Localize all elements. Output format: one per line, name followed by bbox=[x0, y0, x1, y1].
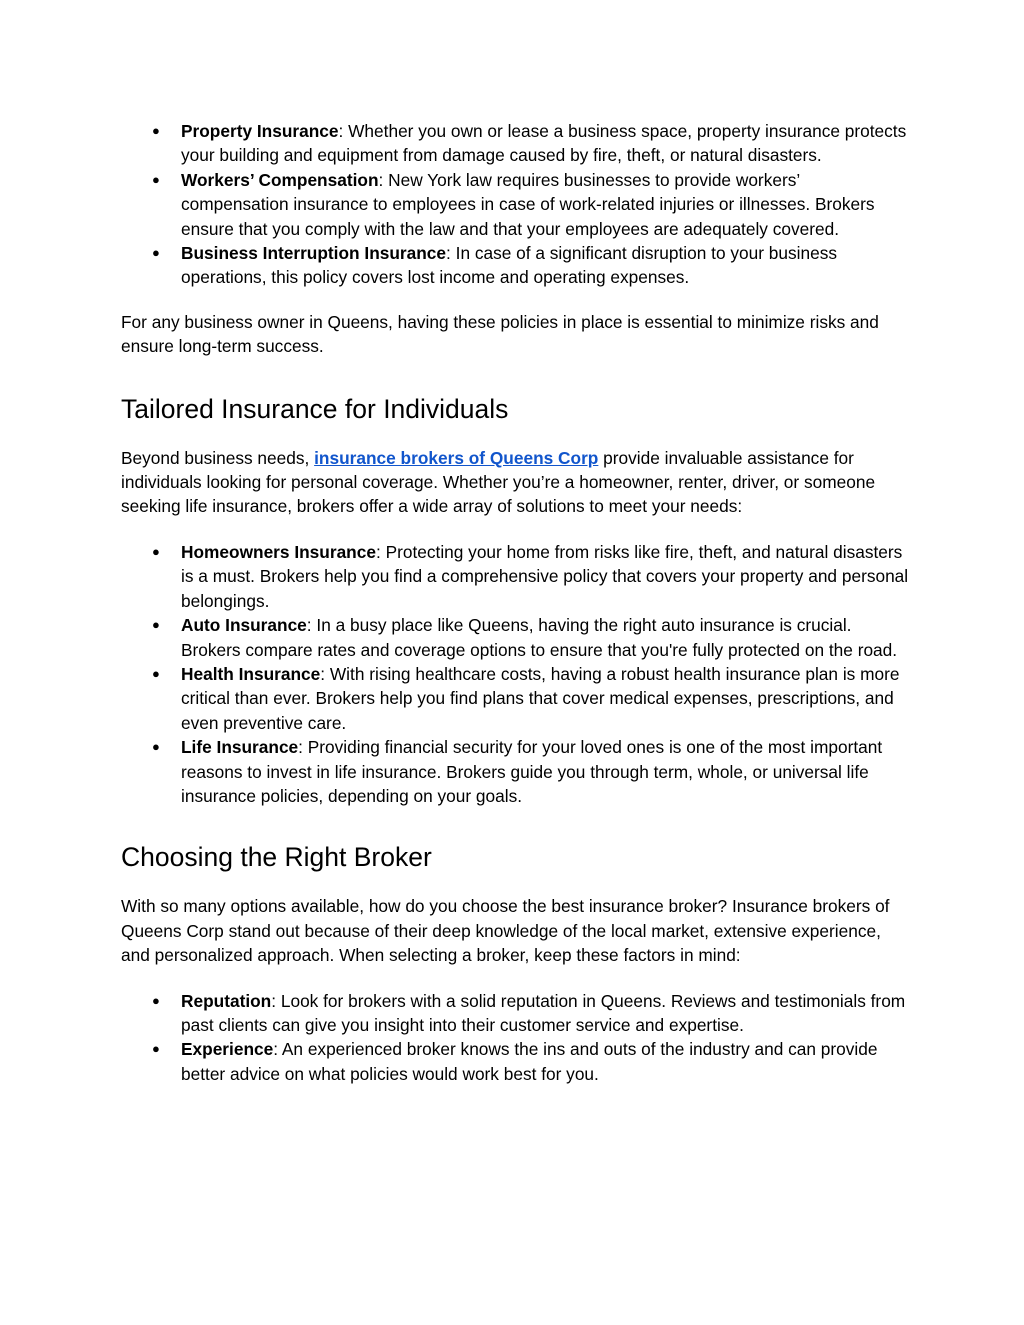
broker-factors-list bbox=[121, 989, 911, 1087]
bullet-icon: ● bbox=[152, 992, 160, 1008]
list-item-term: Reputation bbox=[181, 990, 272, 1011]
document-page bbox=[121, 119, 911, 1086]
list-item-term: Life Insurance bbox=[181, 737, 299, 758]
list-item-text: : New York law requires businesses to provide workers’ compensation insurance to employees in case of work-related injuries or illnesses. Brokers ensure that you comply with the law and that your employees are adequately covered. bbox=[181, 169, 875, 239]
bullet-icon: ● bbox=[152, 245, 160, 261]
list-item-term: Business Interruption Insurance bbox=[181, 243, 447, 264]
bullet-icon: ● bbox=[152, 617, 160, 633]
list-item-text: : In a busy place like Queens, having the right auto insurance is crucial. Brokers compare rates and coverage options to ensure that you're fully protected on the road. bbox=[181, 615, 898, 660]
paragraph-text: Beyond business needs, bbox=[121, 447, 315, 468]
section-heading: Choosing the Right Broker bbox=[121, 842, 432, 873]
list-item-term: Workers’ Compensation bbox=[181, 169, 379, 190]
bullet-icon: ● bbox=[152, 665, 160, 681]
bullet-icon: ● bbox=[152, 739, 160, 755]
list-item bbox=[121, 119, 911, 168]
paragraph bbox=[121, 446, 911, 519]
queens-corp-link[interactable]: insurance brokers of Queens Corp bbox=[314, 447, 599, 468]
list-item-text: : Providing financial security for your loved ones is one of the most important reasons to invest in life insurance. Brokers guide you through term, whole, or universal life insurance policies, depending on your goals. bbox=[181, 737, 883, 806]
paragraph: For any business owner in Queens, having these policies in place is essential to minimize risks and ensure long-term success. bbox=[121, 311, 879, 357]
personal-coverage-list bbox=[121, 540, 911, 808]
list-item-term: Property Insurance bbox=[181, 121, 339, 141]
list-item-text: : In case of a significant disruption to your business operations, this policy covers lost income and operating expenses. bbox=[181, 243, 838, 288]
list-item-term: Homeowners Insurance bbox=[181, 541, 376, 562]
bullet-icon: ● bbox=[152, 171, 160, 187]
list-item-text: : An experienced broker knows the ins and outs of the industry and can provide better advice on what policies would work best for you. bbox=[181, 1039, 878, 1084]
list-item-text: : With rising healthcare costs, having a robust health insurance plan is more critical than ever. Brokers help you find plans that cover medical expenses, prescriptions, and even preventive care. bbox=[181, 663, 900, 733]
bullet-icon: ● bbox=[152, 1041, 160, 1057]
list-item-text: : Protecting your home from risks like fire, theft, and natural disasters is a must. Brokers help you find a comprehensive policy that covers your property and personal belongings. bbox=[181, 541, 909, 611]
list-item bbox=[121, 241, 911, 290]
list-item bbox=[121, 662, 911, 735]
bullet-icon: ● bbox=[152, 543, 160, 559]
list-item-term: Experience bbox=[181, 1039, 274, 1060]
list-item bbox=[121, 613, 911, 662]
list-item-text: : Look for brokers with a solid reputation in Queens. Reviews and testimonials from past clients can give you insight into their customer service and expertise. bbox=[181, 990, 906, 1035]
list-item bbox=[121, 1037, 911, 1086]
section-heading: Tailored Insurance for Individuals bbox=[121, 393, 509, 424]
paragraph-text: provide invaluable assistance for individuals looking for personal coverage. Whether you’re a homeowner, renter, driver, or someone seeking life insurance, brokers offer a wide array of solutions to meet your needs: bbox=[121, 447, 876, 517]
list-item bbox=[121, 540, 911, 613]
list-item-term: Health Insurance bbox=[181, 663, 321, 684]
list-item-text: : Whether you own or lease a business space, property insurance protects your building and equipment from damage caused by fire, theft, or natural disasters. bbox=[181, 121, 907, 166]
bullet-icon: ● bbox=[152, 123, 160, 138]
list-item-term: Auto Insurance bbox=[181, 615, 307, 636]
paragraph: With so many options available, how do you choose the best insurance broker? Insurance brokers of Queens Corp stand out because of their deep knowledge of the local market, extensive experience, and personalized approach. When selecting a broker, keep these factors in mind: bbox=[121, 896, 890, 966]
list-item bbox=[121, 989, 911, 1038]
list-item bbox=[121, 735, 911, 808]
list-item bbox=[121, 168, 911, 241]
business-policies-list bbox=[121, 119, 911, 290]
